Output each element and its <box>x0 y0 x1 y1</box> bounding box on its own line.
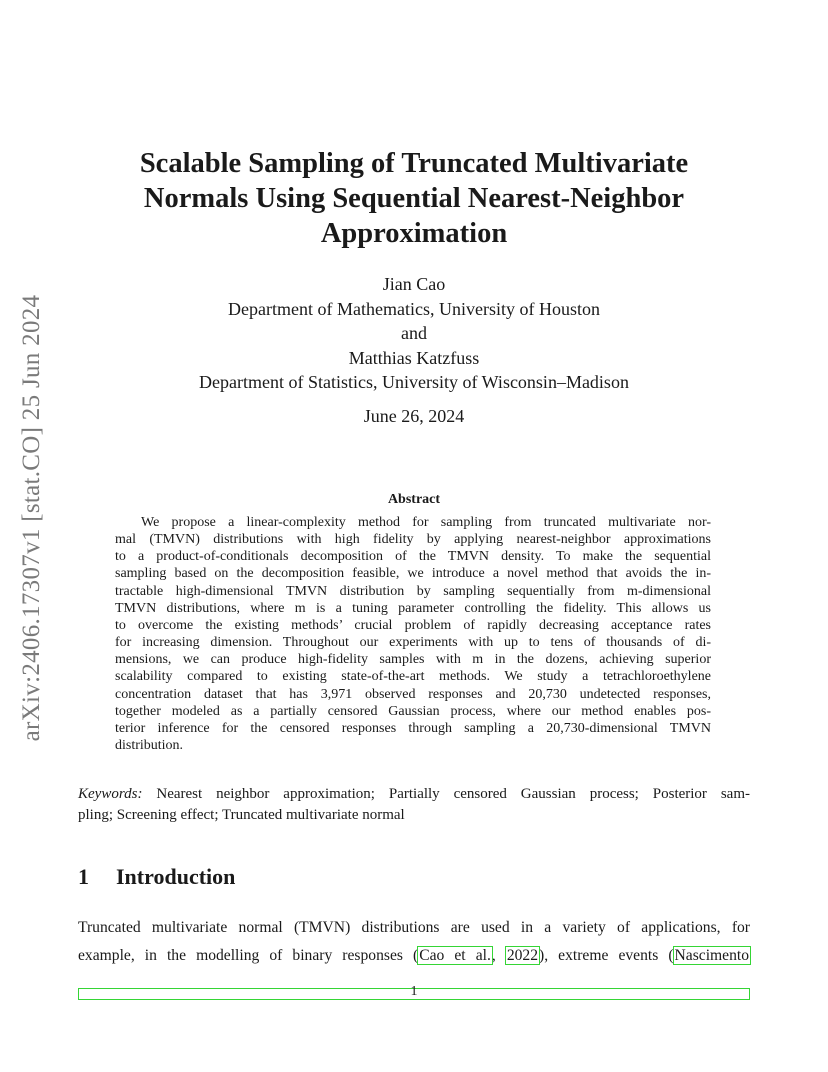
keywords-text: Nearest neighbor approximation; Partially censored Gaussian process; Posterior sam- <box>142 786 750 802</box>
citation-link[interactable]: Nascimento <box>674 947 750 964</box>
title-line: Normals Using Sequential Nearest-Neighbor <box>143 183 685 214</box>
arxiv-identifier: arXiv:2406.17307v1 [stat.CO] 25 Jun 2024 <box>18 294 45 742</box>
intro-text: example, in the modelling of binary responses ( <box>78 947 419 964</box>
author-name: Matthias Katzfuss <box>348 347 480 368</box>
author-name: Jian Cao <box>382 274 446 294</box>
intro-paragraph <box>78 914 750 970</box>
author-block <box>78 272 750 395</box>
paper-date: June 26, 2024 <box>363 406 465 426</box>
abstract-heading: Abstract <box>387 492 441 507</box>
intro-line: Truncated multivariate normal (TMVN) distributions are used in a variety of applications, for <box>78 919 750 936</box>
abstract-line: to overcome the existing methods’ crucial problem of rapidly decreasing acceptance rates <box>115 617 711 633</box>
title-line: Scalable Sampling of Truncated Multivariate <box>139 148 689 179</box>
author-affiliation: Department of Statistics, University of Wisconsin–Madison <box>199 372 629 392</box>
intro-text: ), extreme events ( <box>539 947 674 964</box>
abstract-line: distribution. <box>115 738 184 754</box>
title-line: Approximation <box>320 218 508 249</box>
page-number: 1 <box>410 984 418 999</box>
abstract-body <box>115 514 711 754</box>
citation-link[interactable]: Cao et al. <box>419 947 491 964</box>
keywords-label: Keywords: <box>78 786 143 802</box>
abstract-line: mal (TMVN) distributions with high fidelity by applying nearest-neighbor approximations <box>115 532 711 548</box>
keywords-line: pling; Screening effect; Truncated multivariate normal <box>78 806 405 823</box>
abstract-line: sampling based on the decomposition feasible, we introduce a novel method that avoids the in- <box>115 566 711 582</box>
citation-year-link[interactable]: 2022 <box>506 947 539 964</box>
abstract-line: TMVN distributions, where m is a tuning parameter controlling the fidelity. This allows us <box>115 600 711 616</box>
abstract-line: mensions, we can produce high-fidelity samples with m in the dozens, achieving superior <box>115 652 711 668</box>
abstract-line: terior inference for the censored responses through sampling a 20,730-dimensional TMVN <box>115 720 711 736</box>
keywords-block <box>78 784 750 825</box>
abstract-line: together modeled as a partially censored Gaussian process, where our method enables pos- <box>115 703 711 719</box>
abstract-line: tractable high-dimensional TMVN distribution by sampling sequentially from m-dimensional <box>115 583 711 599</box>
intro-text: , <box>491 947 506 964</box>
abstract-line: to a product-of-conditionals decomposition of the TMVN density. To make the sequential <box>115 549 711 565</box>
author-conjunction: and <box>401 323 427 343</box>
section-number: 1 <box>78 864 89 889</box>
abstract-line: scalability compared to existing state-of-the-art methods. We study a tetrachloroethylene <box>115 669 711 685</box>
arxiv-sidebar <box>12 288 52 748</box>
author-affiliation: Department of Mathematics, University of Houston <box>228 298 600 319</box>
abstract-line: concentration dataset that has 3,971 observed responses and 20,730 undetected responses, <box>115 686 711 702</box>
intro-line <box>78 942 750 970</box>
abstract-line: We propose a linear-complexity method for sampling from truncated multivariate nor- <box>141 515 711 530</box>
section-title: Introduction <box>116 864 236 889</box>
section-heading <box>78 864 235 890</box>
paper-title <box>78 146 750 251</box>
keywords-line <box>78 784 750 805</box>
abstract-line: for increasing dimension. Throughout our experiments with up to tens of thousands of di- <box>115 635 711 651</box>
